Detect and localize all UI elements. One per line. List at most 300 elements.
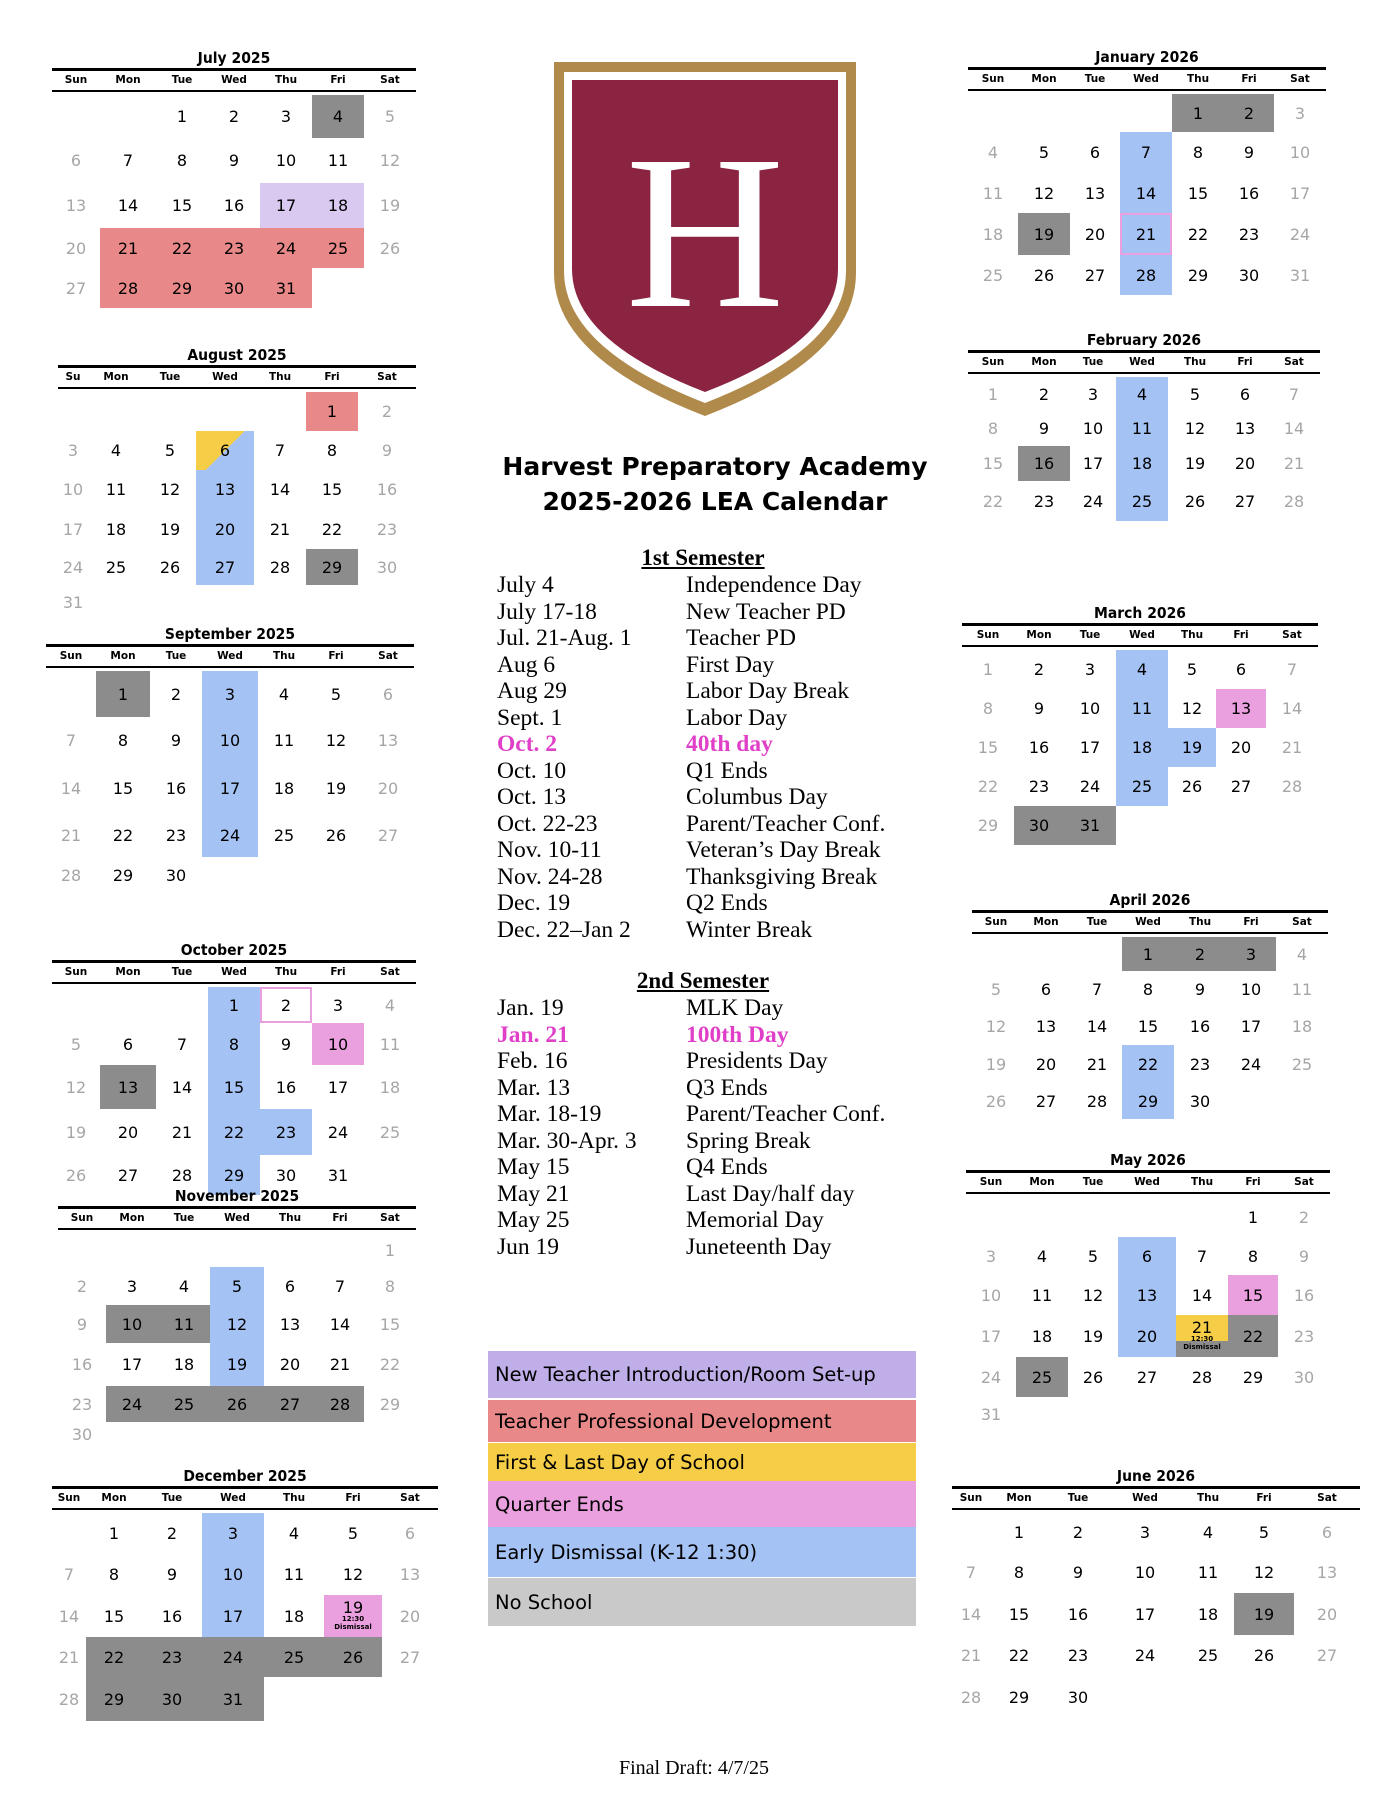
week-row — [58, 1343, 416, 1386]
legend-item — [488, 1481, 916, 1527]
day-cell: 20 — [117, 1122, 139, 1142]
empty-cell — [316, 1233, 364, 1267]
event-date: May 21 — [497, 1180, 570, 1207]
day-cell: 28 — [58, 1689, 80, 1709]
empty-cell — [52, 95, 100, 138]
day-cell: 3 — [280, 107, 292, 126]
day-cell: 6 — [1239, 384, 1251, 404]
event-name: Spring Break — [686, 1127, 811, 1154]
day-cell: 21 — [329, 1355, 351, 1374]
week-row — [58, 509, 416, 549]
week-row — [962, 689, 1318, 728]
weekday-label: Sat — [1317, 1492, 1337, 1504]
day-cell: 13 — [100, 1065, 156, 1109]
day-cell: 19 — [210, 1343, 264, 1386]
day-cell: 13 — [399, 1564, 421, 1584]
day-cell: 5 — [347, 1523, 359, 1543]
day-cell: 30 — [1067, 1687, 1089, 1707]
day-cell: 2 — [260, 987, 312, 1023]
weekday-header — [46, 647, 414, 668]
day-cell: 15 — [208, 1065, 260, 1109]
empty-cell — [210, 1422, 264, 1446]
dismissal-word: Dismissal — [1183, 1343, 1221, 1351]
day-cell: 11 — [1197, 1562, 1219, 1582]
empty-cell — [58, 392, 88, 431]
event-name: 100th Day — [686, 1021, 789, 1048]
day-cell: 29 — [977, 816, 999, 835]
semester-1-heading: 1st Semester — [641, 545, 765, 570]
day-cell: 25 — [158, 1386, 210, 1422]
day-cell: 2 — [1072, 1522, 1084, 1542]
empty-cell — [144, 392, 196, 431]
day-cell: 11 — [1291, 979, 1313, 999]
day-cell: 21 — [171, 1122, 193, 1142]
legend-label: New Teacher Introduction/Room Set-up — [495, 1363, 876, 1386]
empty-cell — [310, 857, 362, 894]
month-nov — [58, 1186, 416, 1446]
day-cell: 26 — [379, 238, 401, 258]
day-cell: 22 — [321, 519, 343, 539]
empty-cell — [968, 94, 1018, 132]
day-cell: 12 — [325, 731, 347, 750]
weekday-label: Tue — [1084, 73, 1106, 85]
empty-cell — [158, 1233, 210, 1267]
week-row — [58, 1386, 416, 1422]
empty-cell — [100, 95, 156, 138]
day-cell: 9 — [170, 731, 182, 750]
day-cell: 30 — [376, 557, 398, 577]
day-cell: 7 — [1196, 1246, 1208, 1266]
day-cell: 8 — [208, 1023, 260, 1065]
day-cell: 26 — [1181, 777, 1203, 796]
day-cell: 3 — [1139, 1522, 1151, 1542]
day-cell: 10 — [1240, 979, 1262, 999]
weekday-header — [972, 913, 1328, 934]
day-cell: 19 — [1082, 1326, 1104, 1346]
day-cell: 21 — [58, 1647, 80, 1667]
empty-cell — [1216, 806, 1266, 845]
day-cell: 25 — [1291, 1054, 1313, 1074]
day-cell: 8 — [1013, 1562, 1025, 1582]
day-cell: 19 — [379, 196, 401, 215]
day-cell: 8 — [1192, 143, 1204, 162]
weekday-label: Wed — [1134, 1176, 1160, 1188]
event-date: Oct. 22-23 — [497, 810, 598, 837]
week-row — [968, 446, 1320, 481]
empty-cell — [1118, 1397, 1176, 1431]
week-row — [52, 1595, 438, 1637]
day-cell: 27 — [1234, 491, 1256, 511]
day-cell: 9 — [1298, 1246, 1310, 1266]
day-cell: 10 — [1082, 419, 1104, 438]
day-cell: 7 — [334, 1276, 346, 1296]
dismissal-time: 12:30 — [341, 1615, 365, 1623]
empty-cell — [202, 857, 258, 894]
empty-cell — [58, 1233, 106, 1267]
day-cell: 28 — [1283, 491, 1305, 511]
weekday-label: Tue — [1082, 1176, 1104, 1188]
legend-label: First & Last Day of School — [495, 1450, 745, 1474]
day-cell: 25 — [1116, 481, 1168, 521]
day-cell: 20 — [1035, 1054, 1057, 1074]
week-row — [962, 806, 1318, 845]
week-row — [966, 1275, 1330, 1315]
day-cell: 27 — [65, 278, 87, 298]
day-cell: 22 — [208, 1109, 260, 1155]
day-cell: 18 — [312, 183, 364, 228]
day-cell: 15 — [977, 738, 999, 757]
day-cell: 7 — [274, 441, 286, 460]
day-cell: 22 — [1122, 1045, 1174, 1083]
weekday-label: Mon — [103, 371, 129, 383]
weekday-header — [952, 1489, 1360, 1510]
day-cell: 18 — [1197, 1604, 1219, 1624]
week-row — [52, 1553, 438, 1595]
month-jun — [952, 1466, 1360, 1719]
week-row — [52, 228, 416, 268]
weekday-label: Sun — [981, 356, 1005, 368]
day-cell: 3 — [202, 1513, 264, 1553]
weekday-label: Sun — [976, 629, 1000, 641]
day-cell: 25 — [264, 1637, 324, 1677]
day-cell: 10 — [980, 1285, 1002, 1305]
weekday-label: Tue — [1067, 1492, 1089, 1504]
day-cell: 30 — [1293, 1367, 1315, 1387]
day-cell: 29 — [1242, 1367, 1264, 1387]
weekday-header — [52, 963, 416, 984]
weekday-label: Wed — [217, 650, 243, 662]
day-cell: 23 — [1033, 491, 1055, 511]
day-cell: 24 — [980, 1367, 1002, 1387]
empty-cell — [1068, 1197, 1118, 1237]
weekday-label: Fri — [1237, 356, 1253, 368]
day-cell: 19 — [159, 519, 181, 539]
month-mar — [962, 603, 1318, 845]
week-row — [46, 717, 414, 764]
weekday-label: Fri — [345, 1492, 361, 1504]
day-cell: 12 — [1253, 1562, 1275, 1582]
day-cell: 1 — [1172, 94, 1224, 132]
day-cell: 1 — [1013, 1522, 1025, 1542]
day-cell: 25 — [1116, 767, 1168, 806]
day-cell: 19 — [985, 1054, 1007, 1074]
day-cell: 1 — [306, 392, 358, 431]
day-cell: 7 — [965, 1562, 977, 1582]
event-name: Q2 Ends — [686, 890, 768, 916]
empty-cell — [1118, 1197, 1176, 1237]
month-title: July 2025 — [197, 49, 271, 67]
weekday-label: Thu — [272, 650, 296, 662]
month-oct — [52, 940, 416, 1195]
day-cell: 11 — [982, 183, 1004, 203]
event-name: Thanksgiving Break — [686, 863, 878, 890]
week-row — [962, 728, 1318, 767]
day-cell: 5 — [1189, 384, 1201, 404]
empty-cell — [358, 585, 416, 619]
day-cell: 31 — [980, 1404, 1002, 1424]
day-cell: 26 — [1033, 265, 1055, 285]
empty-cell — [258, 857, 310, 894]
day-cell: 30 — [71, 1424, 93, 1444]
day-cell: 22 — [977, 777, 999, 796]
day-cell: 6 — [196, 431, 254, 470]
week-row — [952, 1551, 1360, 1593]
weekday-header — [58, 368, 416, 389]
empty-cell — [254, 585, 306, 619]
day-cell: 8 — [982, 699, 994, 718]
day-cell: 4 — [178, 1276, 190, 1296]
event-date: Dec. 19 — [497, 890, 571, 916]
week-row — [52, 183, 416, 228]
empty-cell — [1120, 94, 1172, 132]
day-cell: 17 — [1289, 183, 1311, 203]
empty-cell — [1226, 1083, 1276, 1119]
week-row — [972, 1007, 1328, 1045]
day-cell: 4 — [1202, 1522, 1214, 1542]
event-name: Q1 Ends — [686, 757, 768, 784]
day-cell: 11 — [158, 1305, 210, 1343]
day-cell: 10 — [1289, 143, 1311, 162]
day-cell: 30 — [1189, 1091, 1211, 1111]
day-cell: 9 — [76, 1314, 88, 1334]
month-dec — [52, 1466, 438, 1721]
legend-label: Quarter Ends — [495, 1492, 624, 1516]
month-may — [966, 1150, 1330, 1431]
day-cell: 12 — [1181, 699, 1203, 718]
day-cell: 25 — [1197, 1645, 1219, 1665]
day-cell: 12 — [985, 1016, 1007, 1036]
day-cell: 8 — [1142, 979, 1154, 999]
weekday-label: Thu — [1186, 73, 1210, 85]
weekday-label: Thu — [278, 1212, 302, 1224]
day-cell: 15 — [1228, 1275, 1278, 1315]
day-cell: 15 — [379, 1314, 401, 1334]
day-cell: 21 — [1283, 454, 1305, 473]
week-row — [52, 987, 416, 1023]
weekday-label: Mon — [110, 650, 136, 662]
weekday-label: Su — [65, 371, 81, 383]
weekday-label: Fri — [1243, 916, 1259, 928]
month-jan — [968, 47, 1326, 295]
day-cell: 24 — [1289, 224, 1311, 244]
week-row — [58, 1267, 416, 1305]
event-name: Independence Day — [686, 572, 862, 598]
day-cell: 10 — [106, 1305, 158, 1343]
weekday-label: Wed — [1132, 1492, 1158, 1504]
weekday-label: Sat — [1290, 73, 1310, 85]
event-date: Sept. 1 — [497, 704, 563, 731]
week-row — [46, 813, 414, 857]
day-cell: 18 — [283, 1606, 305, 1626]
weekday-header — [52, 1489, 438, 1510]
day-cell: 11 — [379, 1034, 401, 1054]
day-cell: 27 — [117, 1165, 139, 1185]
day-cell: 31 — [327, 1165, 349, 1185]
day-cell: 17 — [121, 1355, 143, 1374]
day-cell: 24 — [1082, 491, 1104, 511]
day-cell: 1 — [982, 660, 994, 679]
day-cell: 28 — [1120, 255, 1172, 295]
legend-label: Teacher Professional Development — [495, 1409, 832, 1433]
month-title: September 2025 — [164, 625, 296, 643]
weekday-label: Wed — [221, 966, 247, 978]
day-cell: 25 — [379, 1122, 401, 1142]
empty-cell — [1068, 1397, 1118, 1431]
empty-cell — [156, 987, 208, 1023]
day-cell: 10 — [312, 1023, 364, 1065]
day-cell: 2 — [166, 1523, 178, 1543]
day-cell: 14 — [1120, 173, 1172, 213]
day-cell: 4 — [1116, 650, 1168, 689]
empty-cell — [1228, 1397, 1278, 1431]
day-cell: 6 — [382, 684, 394, 704]
weekday-header — [968, 70, 1326, 91]
empty-cell — [106, 1422, 158, 1446]
day-cell: 16 — [376, 480, 398, 499]
weekday-label: Mon — [1006, 1492, 1032, 1504]
weekday-label: Sun — [59, 650, 83, 662]
weekday-label: Tue — [171, 966, 193, 978]
day-cell: 1 — [108, 1523, 120, 1543]
event-date: Jan. 19 — [497, 995, 564, 1021]
day-cell: 28 — [316, 1386, 364, 1422]
day-cell: 26 — [324, 1637, 382, 1677]
weekday-label: Sun — [70, 1212, 94, 1224]
weekday-label: Thu — [274, 966, 298, 978]
weekday-label: Sat — [380, 966, 400, 978]
weekday-label: Wed — [1133, 73, 1159, 85]
day-cell: 27 — [1316, 1645, 1338, 1665]
empty-cell — [1070, 94, 1120, 132]
weekday-label: Sun — [64, 74, 88, 86]
week-row — [968, 377, 1320, 411]
day-cell: 31 — [202, 1677, 264, 1721]
event-date: Oct. 13 — [497, 784, 567, 810]
event-name: Last Day/half day — [686, 1180, 855, 1207]
week-row — [52, 138, 416, 183]
day-cell: 17 — [1134, 1604, 1156, 1624]
event-name: New Teacher PD — [686, 598, 846, 625]
weekday-label: Mon — [115, 74, 141, 86]
event-date: Mar. 18-19 — [497, 1101, 602, 1127]
weekday-label: Sat — [378, 650, 398, 662]
weekday-label: Sun — [981, 73, 1005, 85]
day-cell: 28 — [100, 268, 156, 308]
day-cell: 27 — [264, 1386, 316, 1422]
day-cell: 23 — [1028, 777, 1050, 796]
day-cell: 16 — [1067, 1604, 1089, 1624]
day-cell: 18 — [379, 1077, 401, 1097]
empty-cell — [264, 1233, 316, 1267]
day-cell: 10 — [202, 1553, 264, 1595]
day-cell: 1 — [384, 1240, 396, 1260]
day-cell: 9 — [1072, 1562, 1084, 1582]
week-row — [58, 1422, 416, 1446]
empty-cell — [364, 1422, 416, 1446]
day-cell — [324, 1595, 382, 1637]
week-row — [52, 1513, 438, 1553]
day-cell: 14 — [329, 1314, 351, 1334]
day-cell: 22 — [982, 491, 1004, 511]
day-cell: 23 — [165, 825, 187, 845]
weekday-label: Mon — [1026, 629, 1052, 641]
weekday-label: Fri — [1256, 1492, 1272, 1504]
week-row — [966, 1397, 1330, 1431]
event-date: Jun 19 — [497, 1233, 560, 1260]
day-cell: 11 — [1031, 1285, 1053, 1305]
empty-cell — [100, 987, 156, 1023]
day-cell: 29 — [112, 866, 134, 885]
day-cell: 4 — [987, 143, 999, 162]
event-date: Feb. 16 — [497, 1048, 568, 1074]
day-cell: 9 — [1243, 143, 1255, 162]
day-cell: 12 — [1082, 1285, 1104, 1305]
day-cell: 3 — [1294, 103, 1306, 123]
month-title: December 2025 — [183, 1467, 307, 1485]
legend-label: No School — [495, 1590, 593, 1614]
weekday-label: Wed — [212, 371, 238, 383]
empty-cell — [158, 1422, 210, 1446]
event-date: Jul. 21-Aug. 1 — [497, 625, 632, 651]
day-cell: 13 — [1035, 1016, 1057, 1036]
day-cell: 16 — [1293, 1285, 1315, 1305]
day-cell: 13 — [377, 731, 399, 750]
weekday-label: Tue — [159, 371, 181, 383]
day-cell: 1 — [1122, 937, 1174, 971]
day-cell: 17 — [202, 764, 258, 813]
day-cell: 4 — [1296, 944, 1308, 964]
day-cell: 19 — [1168, 728, 1216, 767]
week-row — [52, 1065, 416, 1109]
empty-cell — [196, 585, 254, 619]
day-cell: 12 — [159, 480, 181, 499]
day-cell: 17 — [980, 1326, 1002, 1346]
weekday-label: Mon — [119, 1212, 145, 1224]
day-cell: 27 — [1084, 265, 1106, 285]
week-row — [52, 1109, 416, 1155]
day-cell: 6 — [1089, 143, 1101, 162]
legend-item — [488, 1400, 916, 1442]
day-cell: 25 — [312, 228, 364, 268]
day-cell: 26 — [1082, 1367, 1104, 1387]
day-cell: 8 — [108, 1564, 120, 1584]
day-number: 21 — [1191, 1318, 1213, 1337]
day-cell: 5 — [210, 1267, 264, 1305]
day-cell: 20 — [1230, 738, 1252, 757]
event-name: Presidents Day — [686, 1048, 828, 1074]
weekday-label: Fri — [324, 371, 340, 383]
day-cell: 14 — [1191, 1285, 1213, 1305]
day-cell: 21 — [1120, 213, 1172, 255]
weekday-label: Wed — [220, 1492, 246, 1504]
day-cell: 2 — [1298, 1207, 1310, 1227]
weekday-label: Sat — [380, 74, 400, 86]
day-cell: 5 — [1038, 143, 1050, 162]
day-cell: 1 — [1247, 1207, 1259, 1227]
day-cell: 5 — [70, 1034, 82, 1054]
day-cell: 3 — [202, 671, 258, 717]
day-cell: 3 — [126, 1276, 138, 1296]
day-cell: 26 — [325, 825, 347, 845]
day-cell: 13 — [279, 1314, 301, 1334]
weekday-label: Mon — [101, 1492, 127, 1504]
day-cell: 16 — [1238, 183, 1260, 203]
weekday-label: Fri — [332, 1212, 348, 1224]
day-cell: 26 — [65, 1165, 87, 1185]
day-cell: 22 — [86, 1637, 142, 1677]
weekday-label: Tue — [165, 650, 187, 662]
day-cell: 11 — [327, 151, 349, 170]
